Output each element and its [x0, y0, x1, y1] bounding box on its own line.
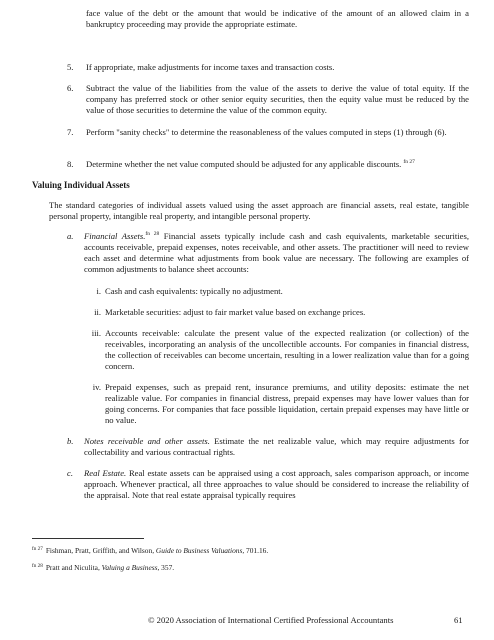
- step-item: [67, 83, 469, 116]
- adjustment-item: [85, 307, 469, 318]
- adjustment-label: i.: [96, 286, 101, 296]
- adjustment-label: iv.: [92, 382, 101, 392]
- adjustment-text: Marketable securities: adjust to fair market value based on exchange prices.: [105, 307, 366, 317]
- footnote-text-after: , 701.16.: [242, 546, 269, 555]
- intro-paragraph: The standard categories of individual assets valued using the asset approach are financial assets, real estate, tangible personal property, intangible real property, and intangible personal property.: [49, 200, 469, 221]
- adjustment-item: [85, 286, 469, 297]
- continued-paragraph: [67, 8, 469, 30]
- category-item: [67, 468, 469, 501]
- continued-line-2: in a bankruptcy proceeding may provide the appropriate estimate.: [86, 8, 469, 29]
- footnote-text-before: Pratt and Niculita,: [45, 563, 102, 572]
- step-number: 7.: [67, 127, 74, 137]
- footnote: [32, 562, 174, 572]
- category-title: Real Estate.: [84, 468, 127, 478]
- category-text: Financial assets typically include cash and cash equivalents, marketable securities, accounts receivable, prepaid expenses, notes receivable, and other assets. The practitioner will need to review each asset and determine what adjustments from book value are necessary. The following are examples of common adjustments to balance sheet accounts:: [84, 231, 469, 274]
- category-text: Estimate the net realizable value, which may require adjustments for collectability and various contractual rights.: [84, 436, 469, 457]
- adjustment-item: [85, 328, 469, 372]
- step-item: [67, 62, 469, 73]
- page-number: 61: [454, 615, 463, 625]
- footnote-marker: fn 28: [32, 563, 43, 569]
- step-item: [67, 159, 469, 170]
- adjustment-text: Prepaid expenses, such as prepaid rent, insurance premiums, and utility deposits: estimate the net realizable value. For companies in financial distress, prepaid expenses may have lower values than for going concerns. For companies that face possible liquidation, certain prepaid expenses may have little or no value.: [105, 382, 469, 425]
- footnote-ref[interactable]: fn 28: [145, 231, 160, 237]
- step-number: 6.: [67, 83, 74, 93]
- footnote-ref[interactable]: fn 27: [403, 159, 415, 165]
- step-text: If appropriate, make adjustments for income taxes and transaction costs.: [86, 62, 335, 72]
- adjustment-label: ii.: [94, 307, 101, 317]
- step-text: Subtract the value of the liabilities from the value of the assets to derive the value of total equity. If the company has preferred stock or other senior equity securities, then the equity value must be reduced by the value of those securities to determine the value of the common equity.: [86, 83, 469, 115]
- step-item: [67, 127, 469, 138]
- footnote-text-before: Fishman, Pratt, Griffith, and Wilson,: [45, 546, 156, 555]
- step-text: Perform "sanity checks" to determine the reasonableness of the values computed in steps (1) through (6).: [86, 127, 447, 137]
- footnote-text-after: , 357.: [157, 563, 175, 572]
- copyright-notice: © 2020 Association of International Certified Professional Accountants: [148, 615, 394, 625]
- category-item: [67, 436, 469, 458]
- category-title: Notes receivable and other assets.: [84, 436, 210, 446]
- category-title: Financial Assets.: [84, 231, 146, 241]
- step-text: Determine whether the net value computed should be adjusted for any applicable discounts.: [86, 159, 402, 169]
- footnote-title: Valuing a Business: [101, 563, 158, 572]
- adjustment-item: [85, 382, 469, 426]
- category-label: c.: [67, 468, 73, 478]
- step-number: 8.: [67, 159, 74, 169]
- footnote: [32, 545, 268, 555]
- category-label: a.: [67, 231, 74, 241]
- adjustment-label: iii.: [91, 328, 101, 338]
- footnote-title: Guide to Business Valuations: [155, 546, 243, 555]
- adjustment-text: Cash and cash equivalents: typically no adjustment.: [105, 286, 283, 296]
- category-item: [67, 231, 469, 275]
- step-number: 5.: [67, 62, 74, 72]
- footnote-marker: fn 27: [32, 546, 43, 552]
- adjustment-text: Accounts receivable: calculate the present value of the expected realization (or collection) of the receivables, incorporating an analysis of the uncollectible accounts. For companies in financial distress, the collection of receivables can become uncertain, resulting in a lower realization value than for a going concern.: [105, 328, 469, 371]
- continued-line-1: face value of the debt or the amount that would be indicative of the amount of an allowed claim: [86, 8, 451, 18]
- footnote-divider: [32, 538, 144, 539]
- category-text: Real estate assets can be appraised using a cost approach, sales comparison approach, or income approach. Whenever practical, all three approaches to value should be considered to increase the reliability of the appraisal. Note that real estate appraisal typically requires: [84, 468, 469, 500]
- category-label: b.: [67, 436, 74, 446]
- section-heading: Valuing Individual Assets: [32, 180, 130, 190]
